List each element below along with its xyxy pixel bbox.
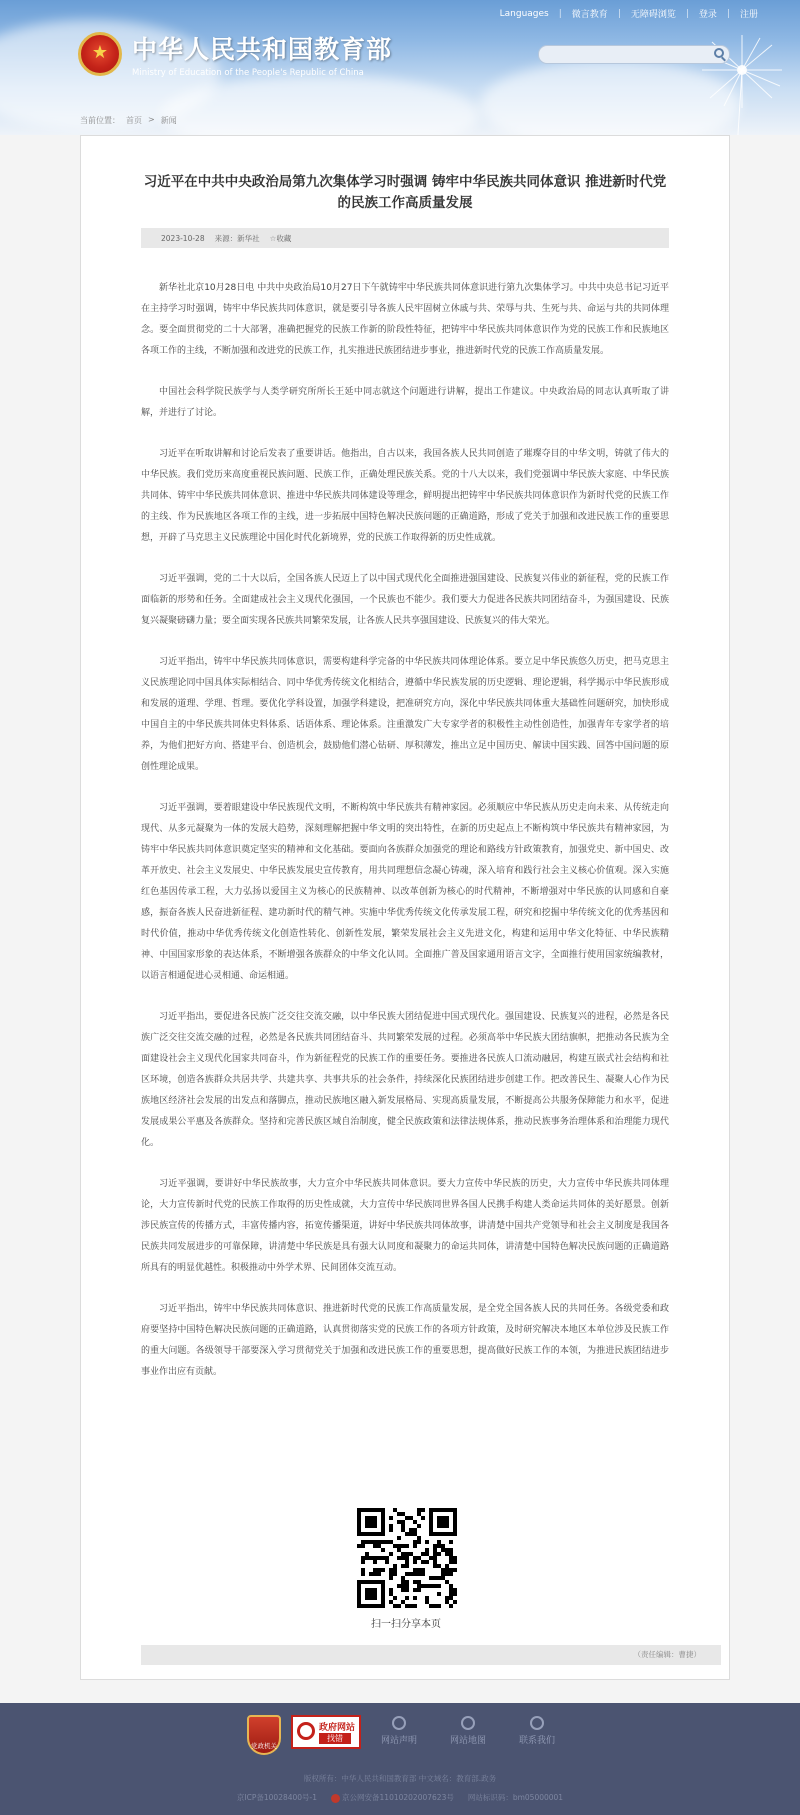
- article-paragraph: 习近平强调，要讲好中华民族故事，大力宣介中华民族共同体意识。要大力宣传中华民族的历史，大力宣传中华民族共同体理论，大力宣传新时代党的民族工作取得的历史性成就，大力宣传中华民族同世界各国人民携手构建人类命运共同体的美好愿景。创新涉民族宣传的传播方式，丰富传播内容，拓宽传播渠道，讲好中华民族共同体故事，讲清楚中国共产党领导和社会主义制度是我国各民族共同发展进步的可靠保障，讲清楚中华民族是具有强大认同度和凝聚力的命运共同体，讲清楚中国特色解决民族问题的正确道路所具有的明显优越性。积极推动中外学术界、民间团体交流互动。: [141, 1179, 669, 1273]
- logo-english-title: Ministry of Education of the People's Republic of China: [132, 68, 364, 78]
- qr-share-label: 扫一扫分享本页: [371, 1619, 441, 1630]
- site-code: 网站标识码：bm05000001: [467, 1793, 564, 1802]
- sitemap-icon: [461, 1716, 475, 1730]
- register-link[interactable]: 注册: [739, 10, 758, 20]
- article-body: [141, 278, 669, 1383]
- favorite-label: 收藏: [276, 233, 292, 243]
- breadcrumb-prefix: 当前位置：: [80, 116, 120, 125]
- editor-bar: [141, 1645, 721, 1665]
- site-header: [0, 0, 800, 135]
- contact-icon: [530, 1716, 544, 1730]
- party-government-badge[interactable]: [247, 1715, 281, 1755]
- search-input[interactable]: [538, 45, 730, 64]
- government-site-error-report-badge[interactable]: [291, 1715, 361, 1749]
- icp-number[interactable]: 京ICP备10028400号-1: [236, 1793, 318, 1802]
- contact-us-link[interactable]: [512, 1716, 562, 1746]
- breadcrumb-separator: >: [148, 115, 155, 124]
- qr-code-icon: [357, 1508, 457, 1608]
- article-meta: [141, 228, 669, 248]
- copyright-text: 版权所有：中华人民共和国教育部 中文域名：教育部.政务: [303, 1774, 497, 1783]
- article-date: 2023-10-28: [161, 233, 205, 243]
- separator: |: [726, 8, 730, 19]
- party-government-badge-label: 党政机关: [251, 1742, 277, 1750]
- login-link[interactable]: 登录: [698, 10, 717, 20]
- article-paragraph: 中国社会科学院民族学与人类学研究所所长王延中同志就这个问题进行讲解，提出工作建议。中央政治局的同志认真听取了讲解，并进行了讨论。: [141, 387, 669, 418]
- logo-text: [132, 30, 392, 78]
- article-source: 来源：新华社: [214, 233, 260, 243]
- star-icon: ☆: [269, 233, 277, 243]
- breadcrumb-current[interactable]: 新闻: [160, 116, 177, 125]
- police-record[interactable]: [331, 1792, 454, 1803]
- article-paragraph: 习近平强调，党的二十大以后，全国各族人民迈上了以中国式现代化全面推进强国建设、民族复兴伟业的新征程，党的民族工作面临新的形势和任务。全面建成社会主义现代化强国，一个民族也不能少。我们要大力促进各民族共同团结奋斗，为强国建设、民族复兴凝聚磅礴力量；要全面实现各民族共同繁荣发展，让各族人民共享强国建设、民族复兴的伟大荣光。: [141, 574, 669, 626]
- separator: |: [617, 8, 621, 19]
- responsible-editor: （责任编辑：曹捷）: [633, 1650, 701, 1659]
- separator: |: [685, 8, 689, 19]
- article-paragraph: 习近平在听取讲解和讨论后发表了重要讲话。他指出，自古以来，我国各族人民共同创造了璀璨夺目的中华文明，铸就了伟大的中华民族。我们党历来高度重视民族问题、民族工作，正确处理民族关系。党的十八大以来，我们党强调中华民族大家庭、中华民族共同体、铸牢中华民族共同体意识、推进中华民族共同体建设等理念，鲜明提出把铸牢中华民族共同体意识作为新时代党的民族工作的主线、作为民族地区各项工作的主线，进一步拓展中国特色解决民族问题的正确道路，形成了党关于加强和改进民族工作的重要思想，开辟了马克思主义民族理论中国化时代化新境界，党的民族工作取得新的历史性成就。: [141, 449, 669, 543]
- languages-link[interactable]: Languages: [499, 8, 549, 19]
- article-paragraph: 习近平指出，要促进各民族广泛交往交流交融，以中华民族大团结促进中国式现代化。强国建设、民族复兴的进程，必然是各民族广泛交往交流交融的过程，必然是各民族共同团结奋斗、共同繁荣发展的过程。必须高举中华民族大团结旗帜，把推动各民族为全面建设社会主义现代化国家共同奋斗，作为新征程党的民族工作的重要任务。要推进各民族人口流动融居，构建互嵌式社会结构和社区环境，创造各族群众共居共学、共建共享、共事共乐的社会条件，持续深化民族团结进步创建工作。把改善民生、凝聚人心作为民族地区经济社会发展的出发点和落脚点，推动民族地区融入新发展格局、实现高质量发展，不断提高公共服务保障能力和水平，促进发展成果公平惠及各族群众。坚持和完善民族区域自治制度，健全民族政策和法律法规体系，推动民族事务治理体系和治理能力现代化。: [141, 1012, 669, 1148]
- magnifier-icon: [297, 1722, 315, 1740]
- breadcrumb-home[interactable]: 首页: [126, 116, 142, 125]
- registration-info: [0, 1792, 800, 1803]
- breadcrumb: [80, 115, 177, 126]
- article-paragraph: 习近平指出，铸牢中华民族共同体意识，需要构建科学完备的中华民族共同体理论体系。要立足中华民族悠久历史，把马克思主义民族理论同中国具体实际相结合、同中华优秀传统文化相结合，遵循中华民族发展的历史逻辑、理论逻辑，科学揭示中华民族形成和发展的道理、学理、哲理。要优化学科设置，加强学科建设，把准研究方向，深化中华民族共同体重大基础性问题研究，加快形成中国自主的中华民族共同体史料体系、话语体系、理论体系。注重激发广大专家学者的积极性主动性创造性，加强青年专家学者的培养，为他们把好方向、搭建平台、创造机会，鼓励他们潜心钻研、厚积薄发，推出立足中国历史、解读中国实践、回答中国问题的原创性理论成果。: [141, 657, 669, 772]
- article-paragraph: 习近平强调，要着眼建设中华民族现代文明，不断构筑中华民族共有精神家园。必须顺应中华民族从历史走向未来、从传统走向现代、从多元凝聚为一体的发展大趋势，深刻理解把握中华文明的突出特性，在新的历史起点上不断构筑中华民族共有精神家园，为铸牢中华民族共同体意识奠定坚实的精神和文化基础。要面向各族群众加强党的理论和路线方针政策教育，加强党史、新中国史、改革开放史、社会主义发展史、中华民族发展史宣传教育，用共同理想信念凝心铸魂，深入培育和践行社会主义核心价值观。深入实施红色基因传承工程，大力弘扬以爱国主义为核心的民族精神、以改革创新为核心的时代精神，不断增强对中华民族的认同感和自豪感，振奋各族人民奋进新征程、建功新时代的精气神。实施中华优秀传统文化传承发展工程，研究和挖掘中华传统文化的优秀基因和时代价值，推动中华优秀传统文化创造性转化、创新性发展，繁荣发展社会主义先进文化，构建和运用中华文化特征、中华民族精神、中国国家形象的表达体系，不断增强各族群众的中华文化认同。全面推广普及国家通用语言文字，全面推行使用国家统编教材，以语言相通促进心灵相通、命运相通。: [141, 803, 669, 981]
- top-links: [500, 7, 758, 20]
- search-icon[interactable]: [714, 48, 724, 58]
- badge-line2: 找错: [319, 1733, 351, 1744]
- site-map-link[interactable]: [443, 1716, 493, 1746]
- site-logo[interactable]: [78, 30, 392, 78]
- site-statement-link[interactable]: [374, 1716, 424, 1746]
- accessibility-link[interactable]: 无障碍浏览: [630, 10, 676, 20]
- contact-us-label: 联系我们: [518, 1736, 555, 1746]
- weiyan-edu-link[interactable]: 微言教育: [571, 10, 608, 20]
- national-emblem-icon: [78, 32, 122, 76]
- user-icon: [392, 1716, 406, 1730]
- separator: |: [558, 8, 562, 19]
- article-panel: [80, 135, 730, 1680]
- site-statement-label: 网站声明: [380, 1736, 417, 1746]
- article-paragraph: 习近平指出，铸牢中华民族共同体意识、推进新时代党的民族工作高质量发展，是全党全国各族人民的共同任务。各级党委和政府要坚持中国特色解决民族问题的正确道路，认真贯彻落实党的民族工作的各项方针政策，及时研究解决本地区本单位涉及民族工作的重大问题。各级领导干部要深入学习贯彻党关于加强和改进民族工作的重要思想，提高做好民族工作的本领，为推进民族团结进步事业作出应有贡献。: [141, 1304, 669, 1377]
- police-badge-icon: [331, 1794, 340, 1803]
- site-footer: [0, 1703, 800, 1815]
- logo-chinese-title: 中华人民共和国教育部: [132, 35, 393, 64]
- article-paragraph: 新华社北京10月28日电 中共中央政治局10月27日下午就铸牢中华民族共同体意识进行第九次集体学习。中共中央总书记习近平在主持学习时强调，铸牢中华民族共同体意识，就是要引导各族人民牢固树立休戚与共、荣辱与共、生死与共、命运与共的共同体理念。要全面贯彻党的二十大部署，准确把握党的民族工作新的阶段性特征，把铸牢中华民族共同体意识作为党的民族工作和民族地区各项工作的主线，不断加强和改进党的民族工作，扎实推进民族团结进步事业，推进新时代党的民族工作高质量发展。: [141, 283, 669, 356]
- favorite-button[interactable]: [270, 233, 292, 244]
- article-title: 习近平在中共中央政治局第九次集体学习时强调 铸牢中华民族共同体意识 推进新时代党的民族工作高质量发展: [143, 174, 667, 211]
- badge-line1: 政府网站: [319, 1723, 356, 1733]
- police-record-label: 京公网安备11010202007623号: [342, 1793, 454, 1802]
- site-map-label: 网站地图: [449, 1736, 486, 1746]
